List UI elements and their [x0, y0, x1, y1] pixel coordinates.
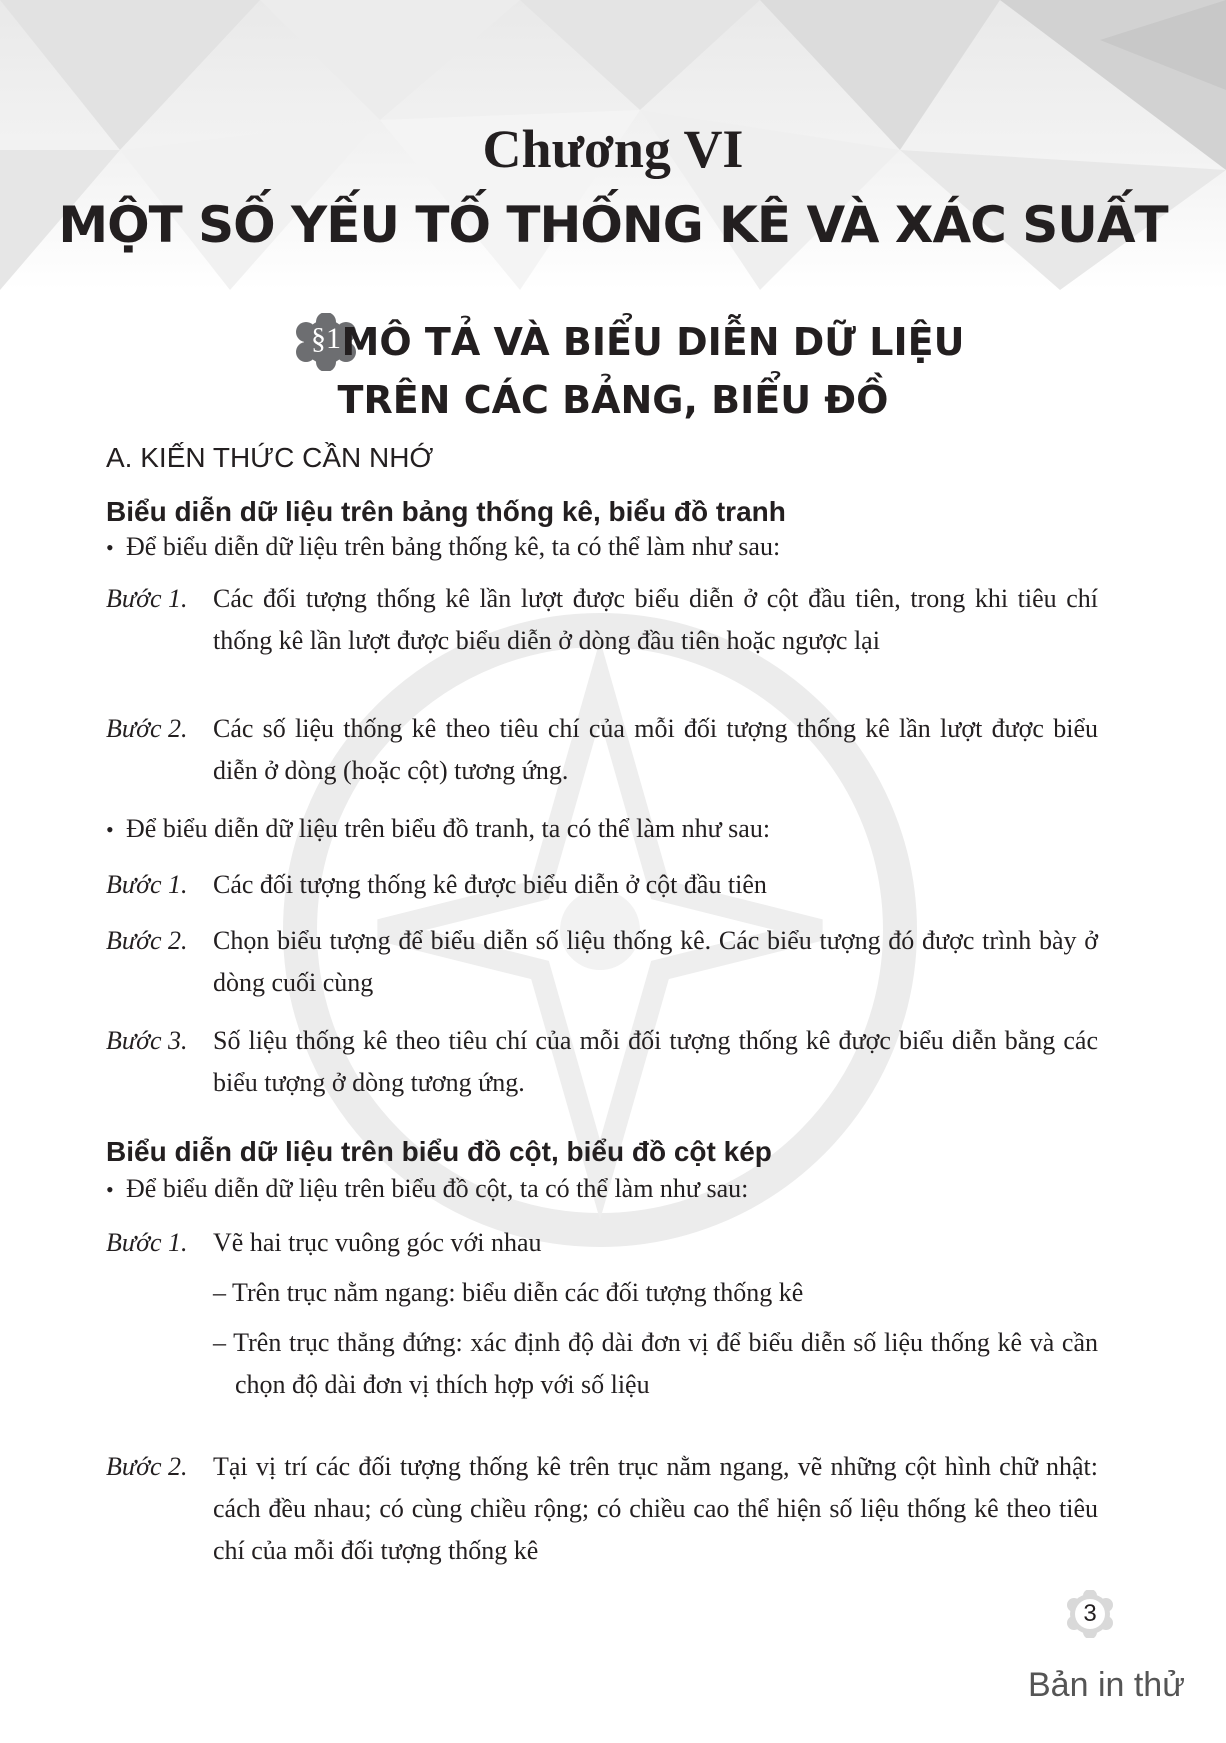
bar-step-1-vertical-axis: – Trên trục thẳng đứng: xác định độ dài đơn vị để biểu diễn số liệu thống kê và cần chọn độ dài đơn vị thích hợp với số liệu: [213, 1328, 1098, 1399]
section-badge-label: §1: [311, 322, 341, 355]
table-step-1-label: Bước 1.: [106, 584, 188, 613]
picture-step-2-text: Chọn biểu tượng để biểu diễn số liệu thống kê. Các biểu tượng đó được trình bày ở dòng cuối cùng: [213, 926, 1098, 997]
table-step-2-text: Các số liệu thống kê theo tiêu chí của mỗi đối tượng thống kê lần lượt được biểu diễn ở dòng (hoặc cột) tương ứng.: [213, 714, 1098, 785]
table-step-1-text: Các đối tượng thống kê lần lượt được biểu diễn ở cột đầu tiên, trong khi tiêu chí thống kê lần lượt được biểu diễn ở dòng đầu tiên hoặc ngược lại: [213, 584, 1098, 655]
table-step-2-label: Bước 2.: [106, 714, 188, 743]
page-number-badge: [1066, 1590, 1114, 1638]
picture-step-3-label: Bước 3.: [106, 1026, 188, 1055]
subheading-bar-charts: Biểu diễn dữ liệu trên biểu đồ cột, biểu đồ cột kép: [106, 1136, 772, 1167]
bar-step-1-label: Bước 1.: [106, 1228, 188, 1257]
picture-step-1-label: Bước 1.: [106, 870, 188, 899]
bullet-bar-chart-intro: • Để biểu diễn dữ liệu trên biểu đồ cột, ta có thể làm như sau:: [106, 1168, 748, 1211]
bar-step-1-text: Vẽ hai trục vuông góc với nhau: [213, 1228, 542, 1257]
proof-label: Bản in thử: [1028, 1666, 1185, 1704]
section-title-line1: MÔ TẢ VÀ BIỂU DIỄN DỮ LIỆU: [341, 320, 965, 364]
subheading-tables-pictographs: Biểu diễn dữ liệu trên bảng thống kê, biểu đồ tranh: [106, 496, 786, 527]
part-a-heading: A. KIẾN THỨC CẦN NHỚ: [106, 442, 434, 473]
picture-step-1-text: Các đối tượng thống kê được biểu diễn ở cột đầu tiên: [213, 870, 767, 899]
chapter-title: MỘT SỐ YẾU TỐ THỐNG KÊ VÀ XÁC SUẤT: [58, 196, 1168, 254]
bar-step-1-horizontal-axis: – Trên trục nằm ngang: biểu diễn các đối tượng thống kê: [213, 1278, 804, 1307]
bullet-table-intro: • Để biểu diễn dữ liệu trên bảng thống kê, ta có thể làm như sau:: [106, 526, 780, 569]
picture-step-2-label: Bước 2.: [106, 926, 188, 955]
page-number: 3: [1083, 1600, 1097, 1627]
bar-step-2-label: Bước 2.: [106, 1452, 188, 1481]
picture-step-3-text: Số liệu thống kê theo tiêu chí của mỗi đối tượng thống kê được biểu diễn bằng các biểu tượng ở dòng tương ứng.: [213, 1026, 1098, 1097]
bullet-pictograph-intro: • Để biểu diễn dữ liệu trên biểu đồ tranh, ta có thể làm như sau:: [106, 808, 770, 851]
section-title-line2: TRÊN CÁC BẢNG, BIỂU ĐỒ: [337, 378, 889, 422]
chapter-label: Chương VI: [482, 119, 744, 179]
bar-step-2-text: Tại vị trí các đối tượng thống kê trên trục nằm ngang, vẽ những cột hình chữ nhật: cách đều nhau; có cùng chiều rộng; có chiều cao thể hiện số liệu thống kê theo tiêu chí của mỗi đối tượng thống kê: [213, 1452, 1098, 1565]
